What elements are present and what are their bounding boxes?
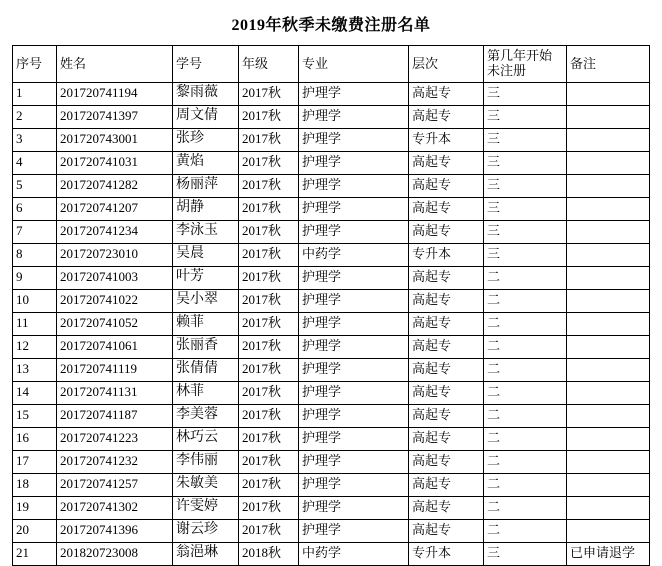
cell-sid: 叶芳 — [173, 267, 239, 290]
table-row — [13, 451, 650, 474]
cell-seq: 9 — [13, 267, 57, 290]
cell-seq: 17 — [13, 451, 57, 474]
cell-years: 三 — [484, 175, 567, 198]
cell-years: 二 — [484, 313, 567, 336]
cell-level: 高起专 — [409, 359, 484, 382]
column-header-grade: 年级 — [239, 46, 299, 83]
roster-table — [12, 45, 650, 566]
cell-name: 201720741131 — [57, 382, 173, 405]
cell-grade: 2018秋 — [239, 543, 299, 566]
cell-remark — [567, 359, 650, 382]
cell-major: 护理学 — [299, 290, 409, 313]
cell-seq: 1 — [13, 83, 57, 106]
roster-table-container — [0, 45, 662, 566]
cell-major: 护理学 — [299, 359, 409, 382]
cell-remark — [567, 198, 650, 221]
cell-remark — [567, 313, 650, 336]
cell-grade: 2017秋 — [239, 175, 299, 198]
table-row — [13, 83, 650, 106]
cell-level: 高起专 — [409, 451, 484, 474]
table-row — [13, 336, 650, 359]
column-header-seq: 序号 — [13, 46, 57, 83]
cell-years: 二 — [484, 382, 567, 405]
cell-name: 201720741207 — [57, 198, 173, 221]
cell-remark — [567, 405, 650, 428]
cell-name: 201720741022 — [57, 290, 173, 313]
cell-remark — [567, 267, 650, 290]
cell-major: 护理学 — [299, 428, 409, 451]
cell-years: 二 — [484, 336, 567, 359]
cell-years: 二 — [484, 451, 567, 474]
cell-major: 护理学 — [299, 83, 409, 106]
cell-major: 护理学 — [299, 382, 409, 405]
table-row — [13, 313, 650, 336]
cell-major: 护理学 — [299, 267, 409, 290]
cell-sid: 李伟丽 — [173, 451, 239, 474]
cell-sid: 周文倩 — [173, 106, 239, 129]
cell-major: 护理学 — [299, 474, 409, 497]
cell-seq: 14 — [13, 382, 57, 405]
cell-sid: 李美蓉 — [173, 405, 239, 428]
column-header-remark: 备注 — [567, 46, 650, 83]
cell-grade: 2017秋 — [239, 198, 299, 221]
cell-remark — [567, 175, 650, 198]
cell-remark — [567, 497, 650, 520]
table-row — [13, 474, 650, 497]
cell-remark — [567, 428, 650, 451]
cell-grade: 2017秋 — [239, 267, 299, 290]
cell-sid: 林巧云 — [173, 428, 239, 451]
cell-name: 201720741187 — [57, 405, 173, 428]
cell-seq: 19 — [13, 497, 57, 520]
cell-grade: 2017秋 — [239, 359, 299, 382]
cell-major: 护理学 — [299, 520, 409, 543]
cell-level: 高起专 — [409, 313, 484, 336]
cell-major: 护理学 — [299, 152, 409, 175]
cell-grade: 2017秋 — [239, 290, 299, 313]
cell-grade: 2017秋 — [239, 405, 299, 428]
cell-years: 二 — [484, 474, 567, 497]
cell-years: 二 — [484, 290, 567, 313]
cell-sid: 张珍 — [173, 129, 239, 152]
table-row — [13, 520, 650, 543]
cell-remark — [567, 474, 650, 497]
cell-remark: 已申请退学 — [567, 543, 650, 566]
cell-level: 高起专 — [409, 221, 484, 244]
table-row — [13, 198, 650, 221]
cell-level: 高起专 — [409, 497, 484, 520]
cell-name: 201720741003 — [57, 267, 173, 290]
cell-seq: 21 — [13, 543, 57, 566]
cell-grade: 2017秋 — [239, 474, 299, 497]
cell-grade: 2017秋 — [239, 129, 299, 152]
cell-sid: 林菲 — [173, 382, 239, 405]
cell-remark — [567, 451, 650, 474]
cell-level: 专升本 — [409, 543, 484, 566]
cell-remark — [567, 129, 650, 152]
cell-remark — [567, 244, 650, 267]
cell-grade: 2017秋 — [239, 520, 299, 543]
table-header — [13, 46, 650, 83]
cell-name: 201720741223 — [57, 428, 173, 451]
cell-seq: 2 — [13, 106, 57, 129]
cell-sid: 杨丽萍 — [173, 175, 239, 198]
table-row — [13, 405, 650, 428]
cell-name: 201720741257 — [57, 474, 173, 497]
cell-sid: 谢云珍 — [173, 520, 239, 543]
cell-seq: 5 — [13, 175, 57, 198]
cell-grade: 2017秋 — [239, 428, 299, 451]
cell-seq: 16 — [13, 428, 57, 451]
cell-name: 201720741282 — [57, 175, 173, 198]
table-row — [13, 267, 650, 290]
cell-years: 二 — [484, 359, 567, 382]
cell-sid: 翁浥琳 — [173, 543, 239, 566]
cell-major: 护理学 — [299, 106, 409, 129]
cell-years: 二 — [484, 428, 567, 451]
cell-name: 201720741119 — [57, 359, 173, 382]
cell-major: 护理学 — [299, 175, 409, 198]
cell-name: 201820723008 — [57, 543, 173, 566]
cell-grade: 2017秋 — [239, 382, 299, 405]
cell-major: 护理学 — [299, 221, 409, 244]
cell-major: 中药学 — [299, 244, 409, 267]
cell-name: 201720741302 — [57, 497, 173, 520]
cell-remark — [567, 152, 650, 175]
cell-level: 高起专 — [409, 267, 484, 290]
cell-major: 护理学 — [299, 313, 409, 336]
table-row — [13, 543, 650, 566]
cell-level: 高起专 — [409, 520, 484, 543]
table-row — [13, 359, 650, 382]
cell-grade: 2017秋 — [239, 451, 299, 474]
cell-remark — [567, 520, 650, 543]
cell-level: 专升本 — [409, 244, 484, 267]
cell-level: 高起专 — [409, 290, 484, 313]
cell-name: 201720741194 — [57, 83, 173, 106]
table-row — [13, 244, 650, 267]
cell-major: 护理学 — [299, 497, 409, 520]
cell-level: 高起专 — [409, 152, 484, 175]
table-row — [13, 221, 650, 244]
cell-level: 高起专 — [409, 474, 484, 497]
cell-sid: 张丽香 — [173, 336, 239, 359]
cell-name: 201720741052 — [57, 313, 173, 336]
cell-remark — [567, 290, 650, 313]
cell-level: 高起专 — [409, 83, 484, 106]
cell-years: 三 — [484, 152, 567, 175]
cell-years: 三 — [484, 221, 567, 244]
cell-remark — [567, 221, 650, 244]
cell-grade: 2017秋 — [239, 83, 299, 106]
table-row — [13, 428, 650, 451]
cell-level: 高起专 — [409, 382, 484, 405]
cell-grade: 2017秋 — [239, 497, 299, 520]
cell-level: 高起专 — [409, 198, 484, 221]
cell-years: 二 — [484, 497, 567, 520]
cell-years: 三 — [484, 198, 567, 221]
cell-sid: 黎雨薇 — [173, 83, 239, 106]
cell-name: 201720723010 — [57, 244, 173, 267]
cell-years: 二 — [484, 405, 567, 428]
table-row — [13, 152, 650, 175]
cell-major: 护理学 — [299, 336, 409, 359]
cell-grade: 2017秋 — [239, 313, 299, 336]
cell-level: 高起专 — [409, 336, 484, 359]
column-header-level: 层次 — [409, 46, 484, 83]
cell-years: 三 — [484, 129, 567, 152]
cell-remark — [567, 336, 650, 359]
table-row — [13, 290, 650, 313]
cell-years: 三 — [484, 106, 567, 129]
cell-sid: 张倩倩 — [173, 359, 239, 382]
cell-remark — [567, 106, 650, 129]
cell-seq: 4 — [13, 152, 57, 175]
cell-grade: 2017秋 — [239, 244, 299, 267]
cell-seq: 13 — [13, 359, 57, 382]
cell-major: 护理学 — [299, 451, 409, 474]
cell-sid: 吴晨 — [173, 244, 239, 267]
cell-grade: 2017秋 — [239, 106, 299, 129]
cell-name: 201720741031 — [57, 152, 173, 175]
cell-major: 护理学 — [299, 405, 409, 428]
cell-name: 201720741234 — [57, 221, 173, 244]
cell-major: 护理学 — [299, 129, 409, 152]
cell-name: 201720743001 — [57, 129, 173, 152]
cell-sid: 许雯婷 — [173, 497, 239, 520]
cell-sid: 黄焰 — [173, 152, 239, 175]
cell-seq: 15 — [13, 405, 57, 428]
cell-major: 护理学 — [299, 198, 409, 221]
table-row — [13, 497, 650, 520]
page-title: 2019年秋季未缴费注册名单 — [231, 17, 431, 34]
cell-name: 201720741232 — [57, 451, 173, 474]
cell-name: 201720741061 — [57, 336, 173, 359]
column-header-years: 第几年开始未注册 — [484, 46, 567, 83]
table-row — [13, 106, 650, 129]
table-row — [13, 382, 650, 405]
cell-sid: 朱敏美 — [173, 474, 239, 497]
cell-seq: 10 — [13, 290, 57, 313]
cell-grade: 2017秋 — [239, 152, 299, 175]
table-row — [13, 175, 650, 198]
cell-level: 高起专 — [409, 428, 484, 451]
cell-level: 专升本 — [409, 129, 484, 152]
cell-seq: 18 — [13, 474, 57, 497]
cell-seq: 12 — [13, 336, 57, 359]
table-body — [13, 83, 650, 566]
cell-sid: 吴小翠 — [173, 290, 239, 313]
cell-major: 中药学 — [299, 543, 409, 566]
table-header-row — [13, 46, 650, 83]
cell-level: 高起专 — [409, 106, 484, 129]
cell-sid: 赖菲 — [173, 313, 239, 336]
cell-grade: 2017秋 — [239, 336, 299, 359]
cell-grade: 2017秋 — [239, 221, 299, 244]
cell-seq: 7 — [13, 221, 57, 244]
cell-seq: 6 — [13, 198, 57, 221]
cell-sid: 李泳玉 — [173, 221, 239, 244]
cell-sid: 胡静 — [173, 198, 239, 221]
column-header-name: 姓名 — [57, 46, 173, 83]
column-header-major: 专业 — [299, 46, 409, 83]
cell-name: 201720741396 — [57, 520, 173, 543]
cell-years: 二 — [484, 520, 567, 543]
cell-level: 高起专 — [409, 405, 484, 428]
cell-years: 二 — [484, 267, 567, 290]
cell-remark — [567, 83, 650, 106]
cell-years: 三 — [484, 244, 567, 267]
cell-remark — [567, 382, 650, 405]
cell-seq: 8 — [13, 244, 57, 267]
cell-seq: 20 — [13, 520, 57, 543]
cell-years: 三 — [484, 83, 567, 106]
cell-level: 高起专 — [409, 175, 484, 198]
cell-seq: 3 — [13, 129, 57, 152]
column-header-sid: 学号 — [173, 46, 239, 83]
cell-name: 201720741397 — [57, 106, 173, 129]
table-row — [13, 129, 650, 152]
cell-years: 三 — [484, 543, 567, 566]
cell-seq: 11 — [13, 313, 57, 336]
